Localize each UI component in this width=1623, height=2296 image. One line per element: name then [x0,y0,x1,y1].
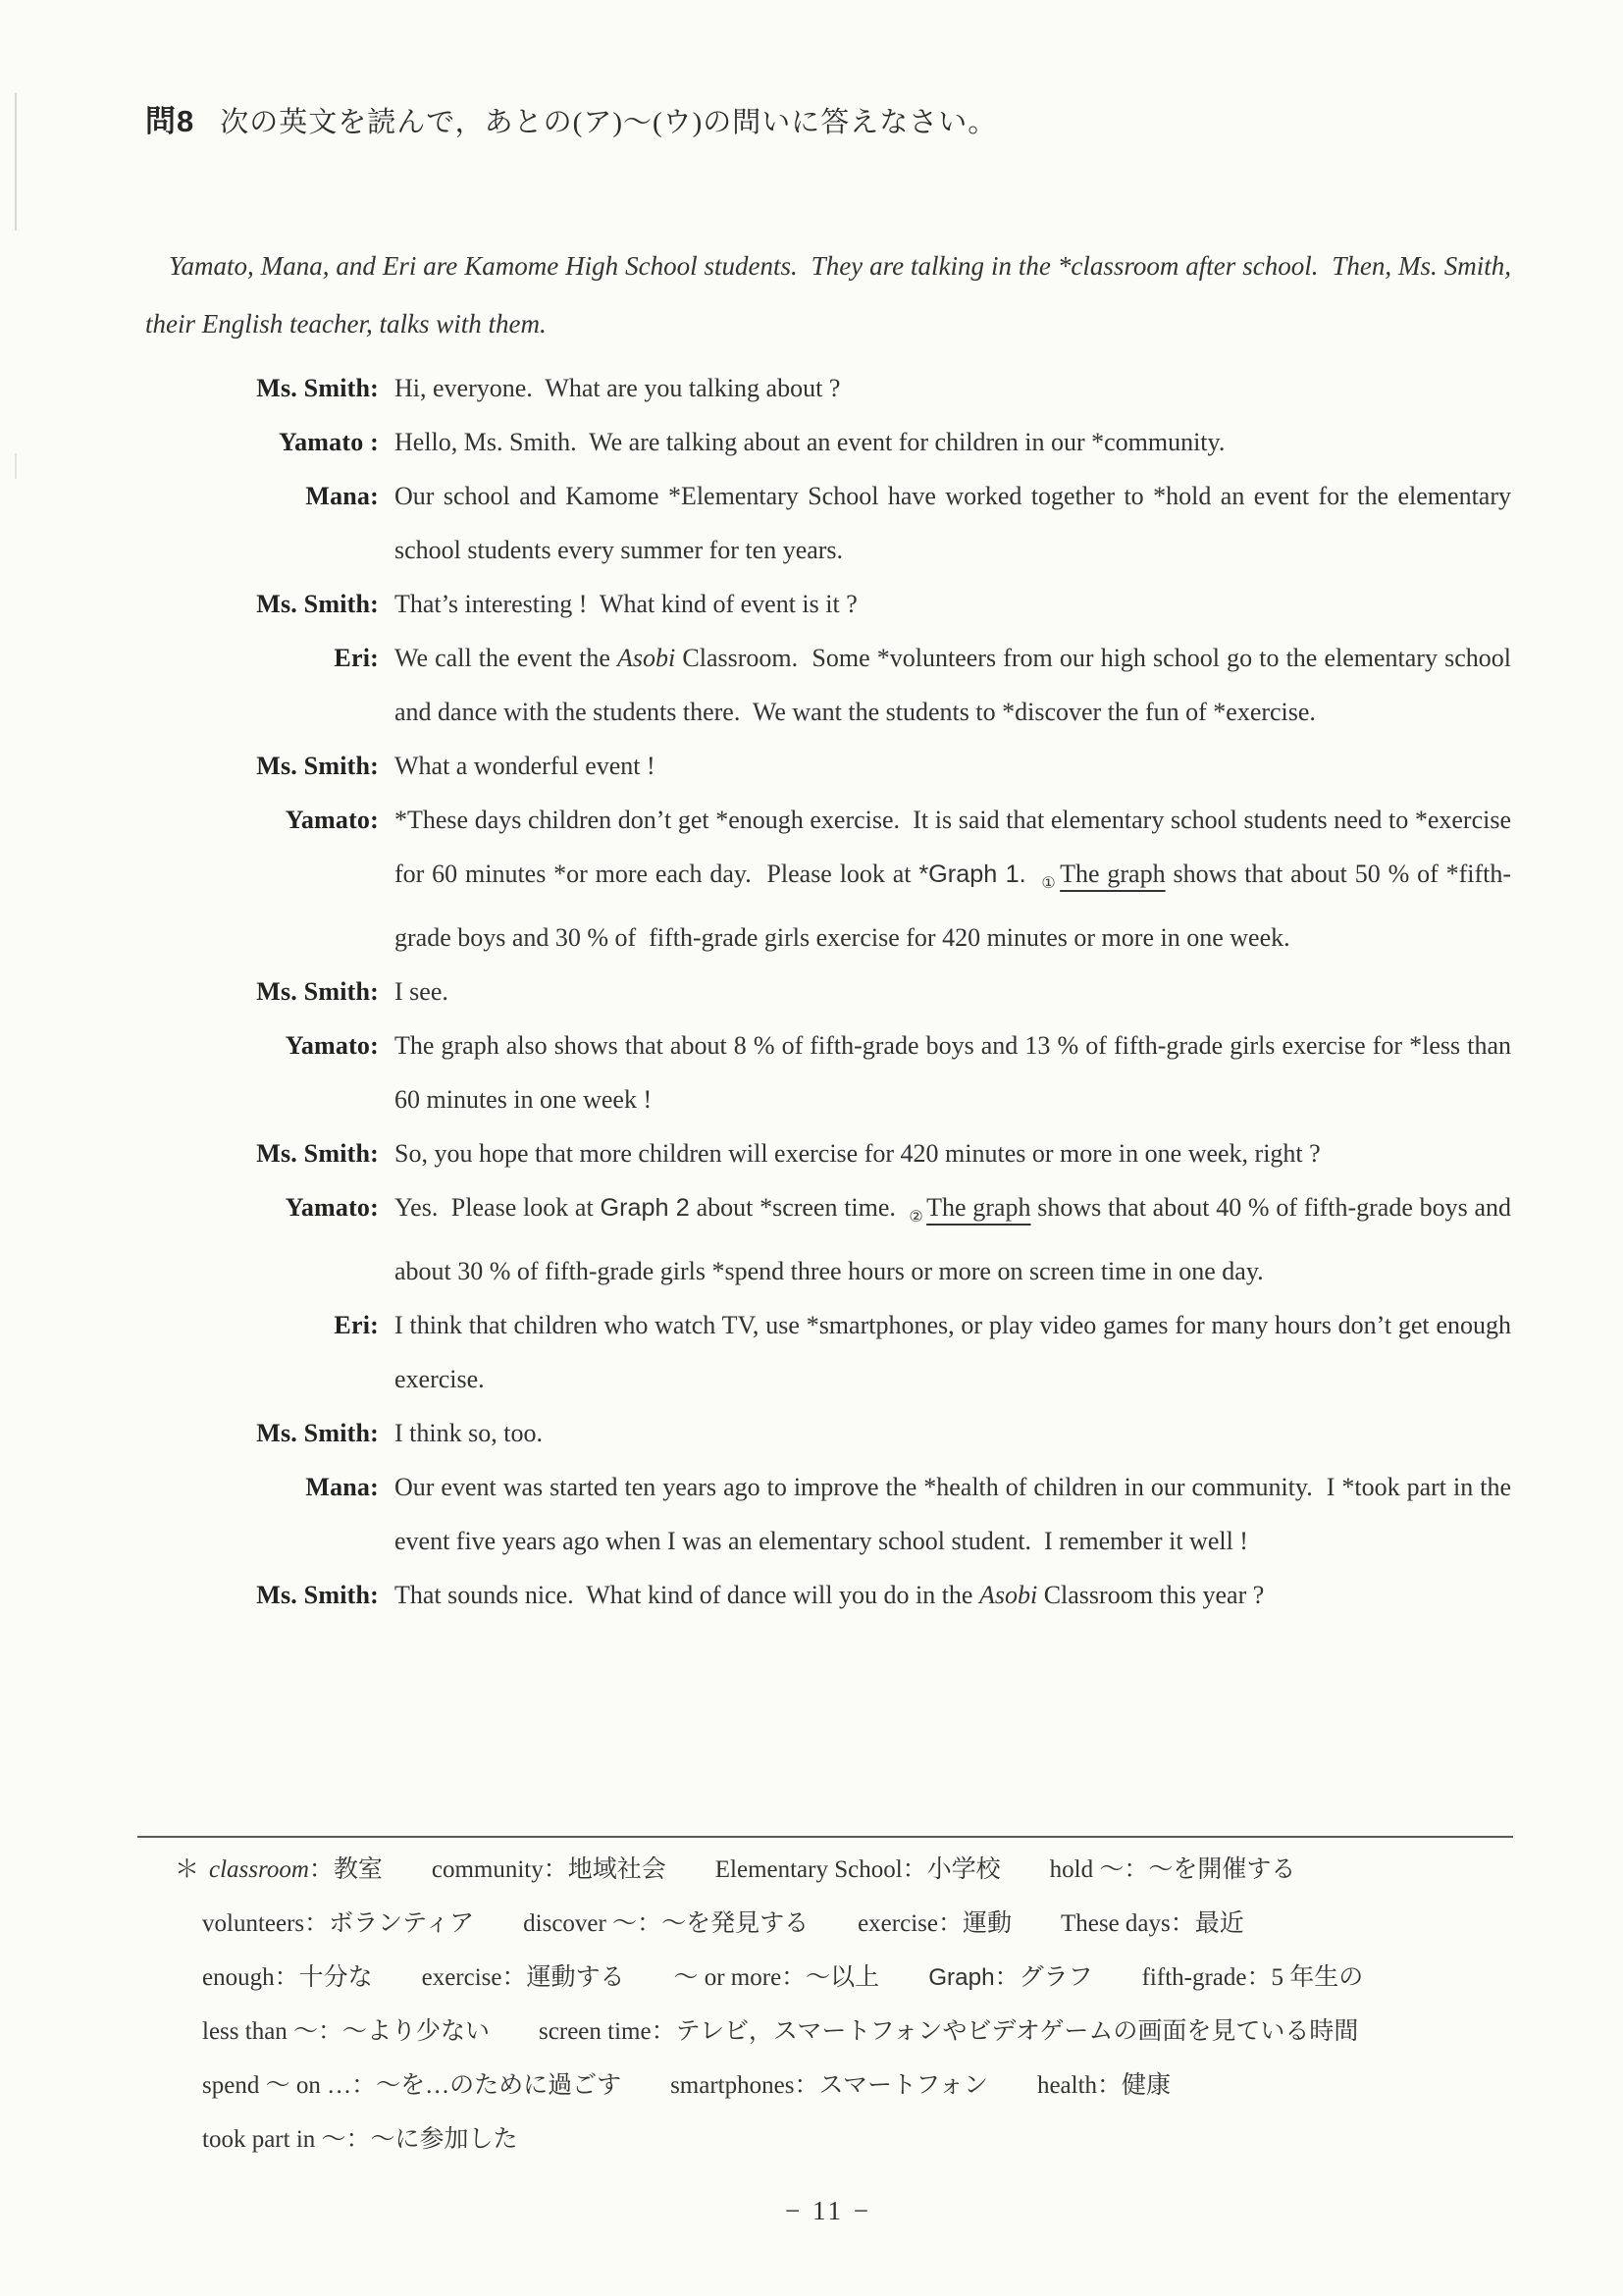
question-header [145,96,997,140]
text-segment: about *screen time. [689,1193,910,1223]
text-segment: Hi, everyone. What are you talking about ? [394,374,841,402]
speaker-label: Yamato: [285,806,379,834]
utterance-text [394,1568,1511,1622]
intro-paragraph: Yamato, Mana, and Eri are Kamome High School students. They are talking in the *classroom after school. Then, Ms. Smith, their English teacher, talks with them. [145,251,1518,339]
speaker-label: Ms. Smith: [256,752,379,780]
dialogue-turn [145,1406,1511,1460]
utterance-text [394,793,1518,965]
text-segment: less than ～：～より少ない screen time：テレビ，スマートフォンやビデオゲームの画面を見ている時間 [202,2018,1359,2045]
speaker-label: Yamato : [279,428,379,456]
text-segment: The graph also shows that about 8 % of fifth-grade boys and 13 % of fifth-grade girls exercise for *less than 60 minutes in one week ! [394,1031,1518,1115]
text-segment: I see. [394,977,448,1007]
text-segment: Yes. Please look at [394,1193,601,1223]
text-segment: Hello, Ms. Smith. We are talking about an event for children in our *community. [394,428,1226,456]
utterance-text [394,965,1511,1018]
footnote-line [175,1951,1490,2005]
speaker-label: Yamato: [285,1193,379,1223]
text-segment [1026,860,1042,888]
dialogue-turn [145,1018,1518,1126]
text-segment: That’s interesting ! What kind of event is it ? [394,590,858,618]
footnote-line [175,2005,1490,2059]
footnote-divider [137,1836,1513,1838]
underlined-phrase: The graph [926,1193,1031,1223]
speaker-label: Ms. Smith: [256,977,379,1007]
utterance-text [394,1406,1511,1460]
page-number: − 11 − [785,2196,871,2225]
question-instruction: 次の英文を読んで，あとの(ア)～(ウ)の問いに答えなさい。 [220,107,998,138]
dialogue-turn [145,1180,1518,1298]
text-segment: spend ～ on …：～を…のために過ごす smartphones：スマートフォン health：健康 [202,2072,1172,2099]
dialogue-turn [145,739,1511,793]
text-segment: I think that children who watch TV, use *smartphones, or play video games for many hours don’t get enough exercise. [394,1311,1518,1394]
text-segment: We call the event the [394,644,618,672]
dialogue-turn [145,577,1511,631]
text-segment: shows that about 40 % of fifth-grade boys and about 30 % of fifth-grade girls *spend three hours or more on screen time in one day. [394,1193,1518,1286]
utterance-text [394,1460,1518,1568]
speaker-label: Ms. Smith: [256,590,379,618]
text-segment: Asobi [978,1581,1038,1610]
footnote-asterisk: ＊ [175,1856,200,1883]
scan-dot-artifact [15,453,17,479]
speaker-label: Eri: [334,1311,379,1340]
speaker-label: Ms. Smith: [256,1581,379,1610]
circled-number: ① [1041,875,1058,893]
dialogue-turn [145,631,1518,739]
text-segment: enough：十分な exercise：運動する ～ or more：～以上 [202,1964,929,1991]
dialogue-turn [145,361,1511,415]
dialogue [145,361,1518,1622]
footnote-line [175,2059,1490,2113]
text-segment: *These days children don’t get *enough exercise. It is said that elementary school students need to *exercise for 60 minutes *or more each day. Please look at [394,806,1518,888]
text-segment: Our event was started ten years ago to improve the *health of children in our community. I *took part in the event five years ago when I was an elementary school student. I remember it well ! [394,1473,1518,1556]
speaker-label: Ms. Smith: [256,1419,379,1448]
speaker-label: Ms. Smith: [256,1139,379,1169]
utterance-text [394,361,1511,415]
text-segment: What a wonderful event ! [394,752,655,780]
footnote-line [175,1843,1490,1897]
text-segment: *Graph 1. [918,861,1026,888]
text-segment: Classroom. Some *volunteers from our high school go to the elementary school and dance with the students there. We want the students to *discover the fun of *exercise. [394,644,1518,726]
text-segment: ：グラフ fifth-grade：5 年生の [994,1964,1364,1991]
dialogue-turn [145,469,1518,577]
circled-number: ② [909,1209,924,1226]
speaker-label: Ms. Smith: [256,374,379,402]
utterance-text [394,469,1518,577]
question-number: 問8 [145,104,195,138]
text-segment: I think so, too. [394,1419,543,1448]
text-segment: Asobi [617,644,676,672]
text-segment: volunteers：ボランティア discover ～：～を発見する exercise：運動 These days：最近 [202,1910,1244,1937]
text-segment: So, you hope that more children will exercise for 420 minutes or more in one week, right ? [394,1139,1321,1169]
dialogue-turn [145,1298,1518,1406]
utterance-text [394,577,1511,631]
dialogue-turn [145,1568,1511,1622]
scan-edge-artifact [15,93,17,231]
text-segment: shows that about 50 % of *fifth-grade boys and 30 % of fifth-grade girls exercise for 420 minutes or more in one week. [394,860,1511,953]
dialogue-turn [145,1460,1518,1568]
text-segment: classroom [209,1856,309,1883]
utterance-text [394,1126,1511,1180]
text-segment: Graph 2 [600,1194,690,1223]
footnote-line [175,2113,1490,2166]
dialogue-turn [145,1126,1511,1180]
utterance-text [394,415,1511,469]
footnote-line [175,1897,1490,1951]
speaker-label: Mana: [305,1473,379,1502]
text-segment: Classroom this year ? [1037,1581,1265,1610]
underlined-phrase: The graph [1060,860,1166,888]
speaker-label: Mana: [305,482,379,510]
speaker-label: Eri: [334,644,379,672]
text-segment: Graph [928,1964,995,1991]
dialogue-turn [145,415,1511,469]
utterance-text [394,1180,1518,1298]
utterance-text [394,739,1511,793]
text-segment: Our school and Kamome *Elementary School have worked together to *hold an event for the elementary school students every summer for ten years. [394,482,1518,564]
utterance-text [394,1018,1518,1126]
utterance-text [394,1298,1518,1406]
dialogue-turn [145,965,1511,1018]
text-segment: took part in ～：～に参加した [202,2126,518,2153]
utterance-text [394,631,1518,739]
speaker-label: Yamato: [285,1031,379,1061]
text-segment: ：教室 community：地域社会 Elementary School：小学校 hold ～：～を開催する [308,1856,1296,1883]
footnote-lines [175,1843,1490,2166]
dialogue-turn [145,793,1518,965]
text-segment: That sounds nice. What kind of dance will you do in the [394,1581,979,1610]
